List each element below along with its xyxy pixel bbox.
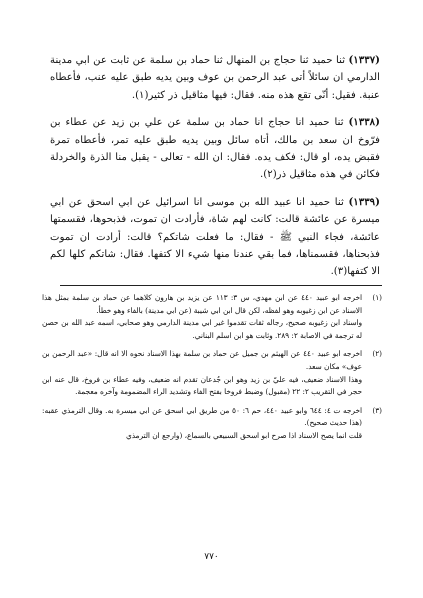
hadith-number: (١٣٣٩) — [348, 195, 380, 208]
page-number: ٧٧٠ — [204, 552, 219, 562]
main-text — [50, 52, 380, 291]
footnote-body — [42, 292, 362, 342]
footnote-line: واسناد ابن زغيوبه صحيح، رجاله ثقات تقدموا غير ابي مدينة الدارمي وهو صحابي، اسمه عبد الله بن حصن له ترجمة في الاصابة ٢: ٢٨٩. وثابت هو ابن اسلم البناني. — [42, 318, 362, 340]
hadith-text: ثنا حميد انا حجاج انا حماد بن سلمة عن علي بن زيد عن عطاء بن فرّوخ ان سعد بن مالك، أتاه سائل وبين يديه طبق عليه تمر، فأعطاه تمرة فقبض يده، او قال: فكف يده. فقال: ان الله - تعالى - يقبل منا الذرة والخردلة فكائن في هذه مثاقيل ذر(٢). — [50, 117, 380, 181]
hadith-paragraph — [50, 52, 380, 104]
footnote-body — [42, 405, 362, 443]
footnotes — [42, 292, 382, 449]
hadith-paragraph — [50, 114, 380, 184]
hadith-text: ثنا حميد ثنا حجاج بن المنهال ثنا حماد بن سلمة عن ثابت عن ابي مدينة الدارمي ان سائلاً أتى عبد الرحمن بن عوف وبين يديه طبق عليه عنب، فأعطاه عنبة. فقيل: أنّى تقع هذه منه. فقال: فيها مثاقيل ذر كثير(١). — [50, 55, 380, 101]
footnote — [42, 292, 382, 342]
footnote-number: (٣) — [372, 405, 382, 415]
hadith-number: (١٣٣٨) — [348, 116, 380, 129]
footnote-line: وهذا الاسناد ضعيف، فيه عليّ بن زيد وهو ابن جُدعان تقدم انه ضعيف، وفيه عطاء بن فروخ، قال عنه ابن حجر في التقريب ٢: ٢٢ (مقبول) وضبط فروخا بفتح الفاء وتشديد الراء المضمومة وآخره معجمة. — [42, 374, 362, 397]
footnote-number: (١) — [372, 293, 382, 302]
hadith-text: ثنا حميد انا عبيد الله بن موسى انا اسرائيل عن ابي اسحق عن ابي ميسرة عن عائشة قالت: كانت لهم شاة، فأرادت ان تموت، فذبحوها، فقسمتها عائشة، فجاء النبي ﷺ - فقال: ما فعلت شاتكم؟ قالت: أرادت ان تموت فذبحناها، فقسمناها، فما بقي عندنا منها شيء الا كتفها. فقال: شاتكم كلها لكم الا كتفها(٣). — [50, 196, 380, 278]
footnote-line: اخرجه ابو عبيد ٤٤٠ عن ابن مهدي، س ٣: ١١٣ عن يزيد بن هارون كلاهما عن حماد بن سلمة بمثل هذا الاسناد عن ابن زغيوبه وهو لفظه، لكن قال ابن ابي شيبة (عن ابي مدينة) بالفاء وهو خطأ. — [42, 293, 362, 315]
footnote-line: قلت انما يصح الاسناد اذا صرح ابو اسحق السبيعي بالسماع، (وارجع ان الترمذي — [126, 430, 362, 440]
footnote-line: اخرجه ت ٤: ٦٤٤ وابو عبيد ٤٤٠، حم ٦: ٥٠ من طريق ابي اسحق عن ابي ميسرة به. وقال الترمذي عقبه: (هذا حديث صحيح). — [42, 405, 362, 428]
footnote-body — [42, 348, 362, 398]
footnote-separator — [60, 285, 382, 286]
hadith-paragraph — [50, 194, 380, 281]
hadith-number: (١٣٣٧) — [348, 54, 380, 66]
footnote-number: (٢) — [372, 349, 382, 359]
footnote — [42, 348, 382, 398]
footnote — [42, 405, 382, 443]
footnote-line: اخرجه ابو عبيد ٤٤٠ عن الهيثم بن جميل عن حماد بن سلمة بهذا الاسناد نحوه الا انه قال: «عبد الرحمن بن عوف» مكان سعد. — [42, 349, 362, 371]
